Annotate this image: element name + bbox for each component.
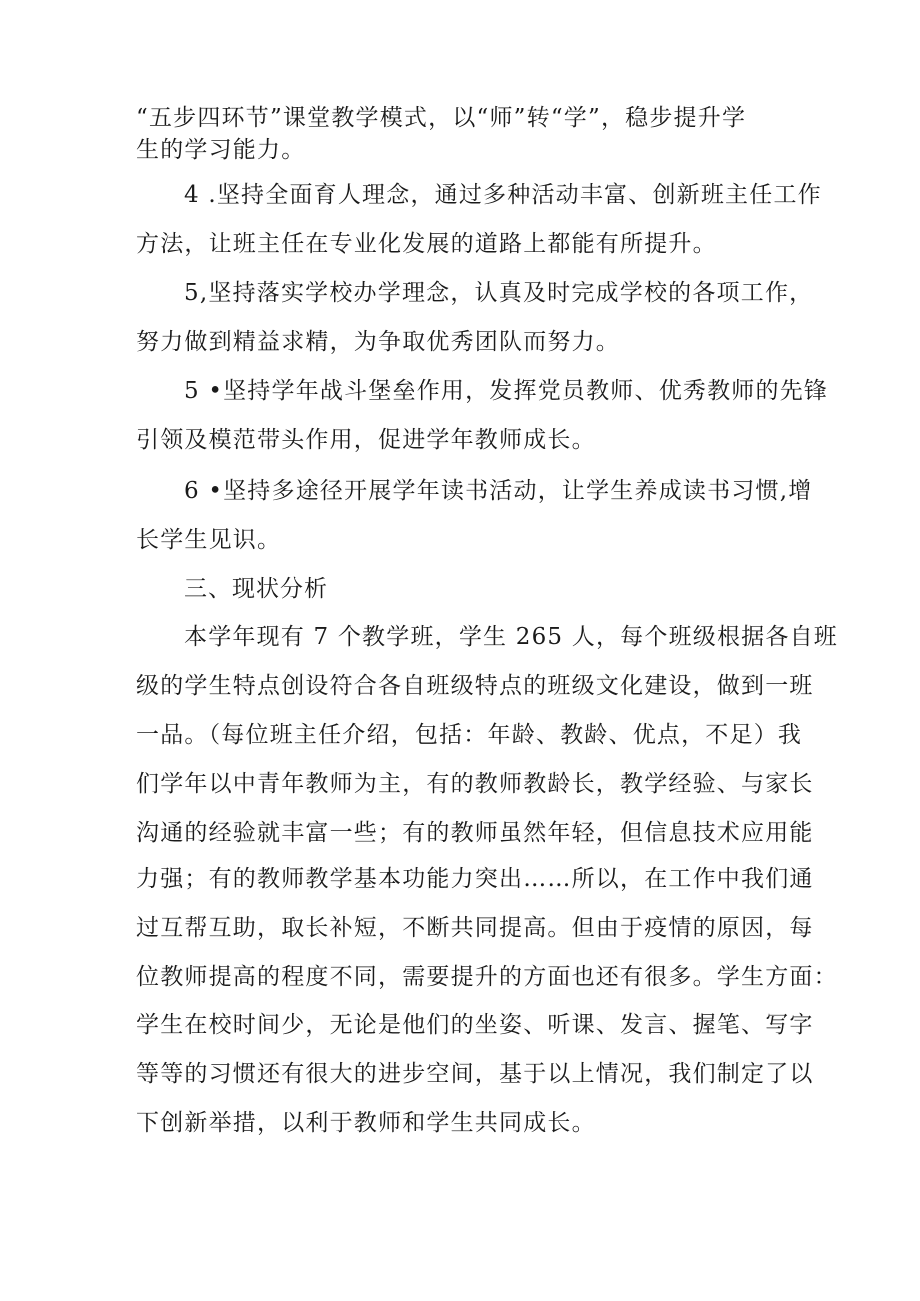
analysis-line-11: 下创新举措，以利于教师和学生共同成长。 (136, 1110, 596, 1136)
paragraph-3-line-1: 5,坚持落实学校办学理念，认真及时完成学校的各项工作， (184, 280, 814, 306)
paragraph-2-line-1: 4 .坚持全面育人理念，通过多种活动丰富、创新班主任工作 (184, 182, 822, 208)
analysis-line-10: 等等的习惯还有很大的进步空间，基于以上情况，我们制定了以 (136, 1061, 814, 1087)
paragraph-2-line-2: 方法，让班主任在专业化发展的道路上都能有所提升。 (136, 231, 717, 257)
analysis-line-1: 本学年现有 7 个教学班，学生 265 人，每个班级根据各自班 (184, 624, 838, 650)
paragraph-1-line-1: “五步四环节”课堂教学模式，以“师”转“学”，稳步提升学 (136, 105, 747, 131)
analysis-line-2: 级的学生特点创设符合各自班级特点的班级文化建设，做到一班 (136, 673, 814, 699)
section-heading: 三、现状分析 (184, 576, 328, 602)
analysis-line-7: 过互帮互助，取长补短，不断共同提高。但由于疫情的原因，每 (136, 915, 814, 941)
analysis-line-9: 学生在校时间少，无论是他们的坐姿、听课、发言、握笔、写字 (136, 1012, 814, 1038)
paragraph-4-line-2: 引领及模范带头作用，促进学年教师成长。 (136, 427, 596, 453)
analysis-line-3: 一品。（每位班主任介绍，包括：年龄、教龄、优点，不足）我 (136, 722, 803, 748)
paragraph-1-line-2: 生的学习能力。 (136, 137, 306, 163)
paragraph-3-line-2: 努力做到精益求精，为争取优秀团队而努力。 (136, 329, 620, 355)
paragraph-4-line-1: 5 •坚持学年战斗堡垒作用，发挥党员教师、优秀教师的先锋 (184, 378, 829, 404)
analysis-line-4: 们学年以中青年教师为主，有的教师教龄长，教学经验、与家长 (136, 771, 814, 797)
analysis-line-5: 沟通的经验就丰富一些；有的教师虽然年轻，但信息技术应用能 (136, 820, 814, 846)
analysis-line-8: 位教师提高的程度不同，需要提升的方面也还有很多。学生方面： (136, 964, 838, 990)
analysis-line-6: 力强；有的教师教学基本功能力突出……所以，在工作中我们通 (136, 866, 814, 892)
paragraph-5-line-2: 长学生见识。 (136, 527, 282, 553)
paragraph-5-line-1: 6 •坚持多途径开展学年读书活动，让学生养成读书习惯,增 (184, 478, 813, 504)
